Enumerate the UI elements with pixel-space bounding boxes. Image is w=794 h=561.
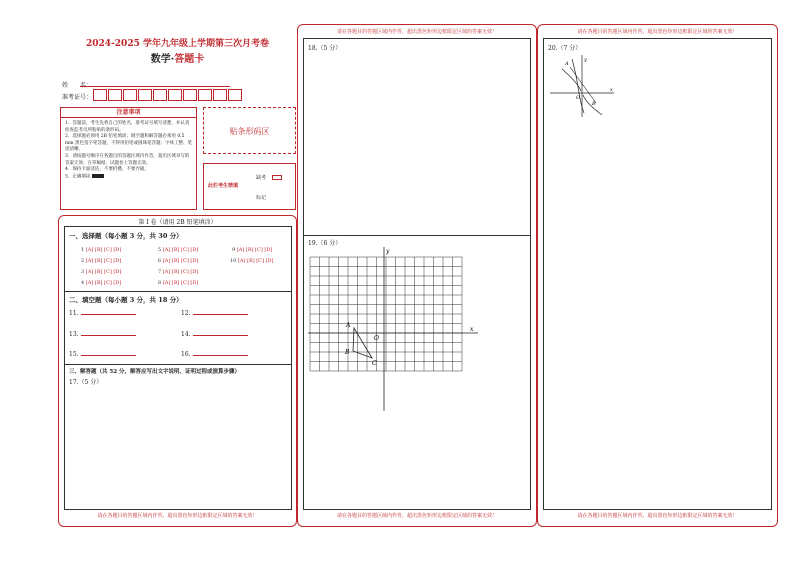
answer-frame-2 (303, 38, 531, 510)
warning-text: 请在各题目的答题区域内作答，超出黑色矩形边框限定区域的答案无效！ (336, 29, 497, 35)
svg-text:A: A (565, 61, 569, 67)
choice-row[interactable]: 7 [A] [B] [C] [D] (158, 269, 199, 275)
blank-11[interactable]: 11. (69, 310, 136, 317)
warning-text: 请在各题目的答题区域内作答，超出黑色矩形边框限定区域的答案无效！ (577, 513, 738, 519)
blank-12[interactable]: 12. (181, 310, 248, 317)
warning-text: 请在各题目的答题区域内作答，超出黑色矩形边框限定区域的答案无效！ (336, 513, 497, 519)
x-label: x (470, 326, 474, 333)
point-c-label: C (372, 360, 377, 367)
absent-checkbox[interactable] (272, 175, 282, 180)
barcode-area: 贴条形码区 (203, 107, 296, 154)
answer-sheet-label: 答题卡 (174, 54, 205, 65)
coordinate-grid (308, 245, 480, 413)
choice-row[interactable]: 5 [A] [B] [C] [D] (158, 247, 199, 253)
origin-label: O (374, 335, 379, 342)
notice-heading: 注意事项 (61, 108, 196, 118)
notice-item: 4．保持卡面清洁，不要折叠、不要弄破。 (65, 167, 149, 173)
fill-section-title: 二、填空题（每小题 3 分，共 18 分） (69, 296, 183, 304)
blank-13[interactable]: 13. (69, 331, 136, 338)
triangle-abc (353, 328, 372, 358)
point-a-label: A (346, 322, 351, 329)
question-20-label: 20.（7 分） (548, 45, 582, 52)
name-label: 姓 名： (62, 82, 93, 89)
absent-box (203, 163, 296, 210)
svg-text:y: y (584, 57, 587, 63)
notice-box (60, 107, 197, 210)
divider (65, 364, 291, 365)
choice-row[interactable]: 2 [A] [B] [C] [D] (81, 258, 122, 264)
choice-row[interactable]: 4 [A] [B] [C] [D] (81, 280, 122, 286)
id-boxes[interactable] (93, 89, 243, 101)
question-18-label: 18.（5 分） (308, 45, 342, 52)
no-fill-label: 此栏考生禁填 (208, 183, 239, 189)
svg-text:B: B (592, 101, 596, 107)
divider (65, 291, 291, 292)
warning-text: 请在各题目的答题区域内作答，超出黑色矩形边框限定区域的答案无效！ (577, 29, 738, 35)
answer-frame-3 (543, 38, 772, 510)
question-17-label: 17.（5 分） (69, 379, 103, 386)
y-label: y (386, 248, 390, 255)
notice-item: 3．请按题号顺序在各题目的答题区域内作答，超出区域书写的答案无效；在草稿纸、试题卷上答题无效。 (65, 153, 190, 166)
choice-row[interactable]: 9 [A] [B] [C] [D] (232, 247, 273, 253)
notice-item: 2．选择题必须用 2B 铅笔填涂；填空题和解答题必须用 0.5 mm 黑色签字笔答题，不得用铅笔或圆珠笔答题；字体工整、笔迹清晰。 (65, 134, 192, 153)
divider (304, 235, 530, 236)
solve-section-title: 三、解答题（共 52 分，解答应写出文字说明、证明过程或演算步骤） (69, 369, 240, 375)
point-b-label: B (345, 349, 350, 356)
choice-row[interactable]: 3 [A] [B] [C] [D] (81, 269, 122, 275)
exam-title: 2024-2025 学年九年级上学期第三次月考卷 (86, 39, 269, 49)
blank-14[interactable]: 14. (181, 331, 248, 338)
exam-subtitle (60, 50, 295, 65)
absent-label: 缺考 (256, 175, 267, 181)
subject-label: 数学· (150, 54, 175, 65)
answer-frame-1 (64, 226, 292, 510)
choice-row[interactable]: 1 [A] [B] [C] [D] (81, 247, 122, 253)
notice-item: 5．正确填涂 (65, 174, 192, 181)
name-field[interactable] (80, 86, 230, 87)
notice-item: 1．答题前，考生先将自己的姓名，准考证号填写清楚，并认真检查监考员所粘贴的条形码。 (65, 121, 190, 133)
svg-text:x: x (610, 87, 613, 93)
hyperbola-figure (548, 53, 618, 119)
warning-text: 请在各题目的答题区域内作答，超出黑色矩形边框限定区域的答案无效！ (97, 513, 258, 519)
section-header: 第 I 卷（请用 2B 铅笔填涂） (138, 219, 217, 226)
choice-row[interactable]: 8 [A] [B] [C] [D] (158, 280, 199, 286)
question-19-label: 19.（6 分） (308, 240, 342, 247)
svg-text:O: O (576, 95, 581, 101)
blank-16[interactable]: 16. (181, 351, 248, 358)
choice-section-title: 一、选择题（每小题 3 分，共 30 分） (69, 232, 183, 240)
id-label: 准考证号： (62, 94, 93, 101)
mark-label: 标记 (256, 195, 267, 201)
blank-15[interactable]: 15. (69, 351, 136, 358)
choice-row[interactable]: 10 [A] [B] [C] [D] (230, 258, 274, 264)
choice-row[interactable]: 6 [A] [B] [C] [D] (158, 258, 199, 264)
